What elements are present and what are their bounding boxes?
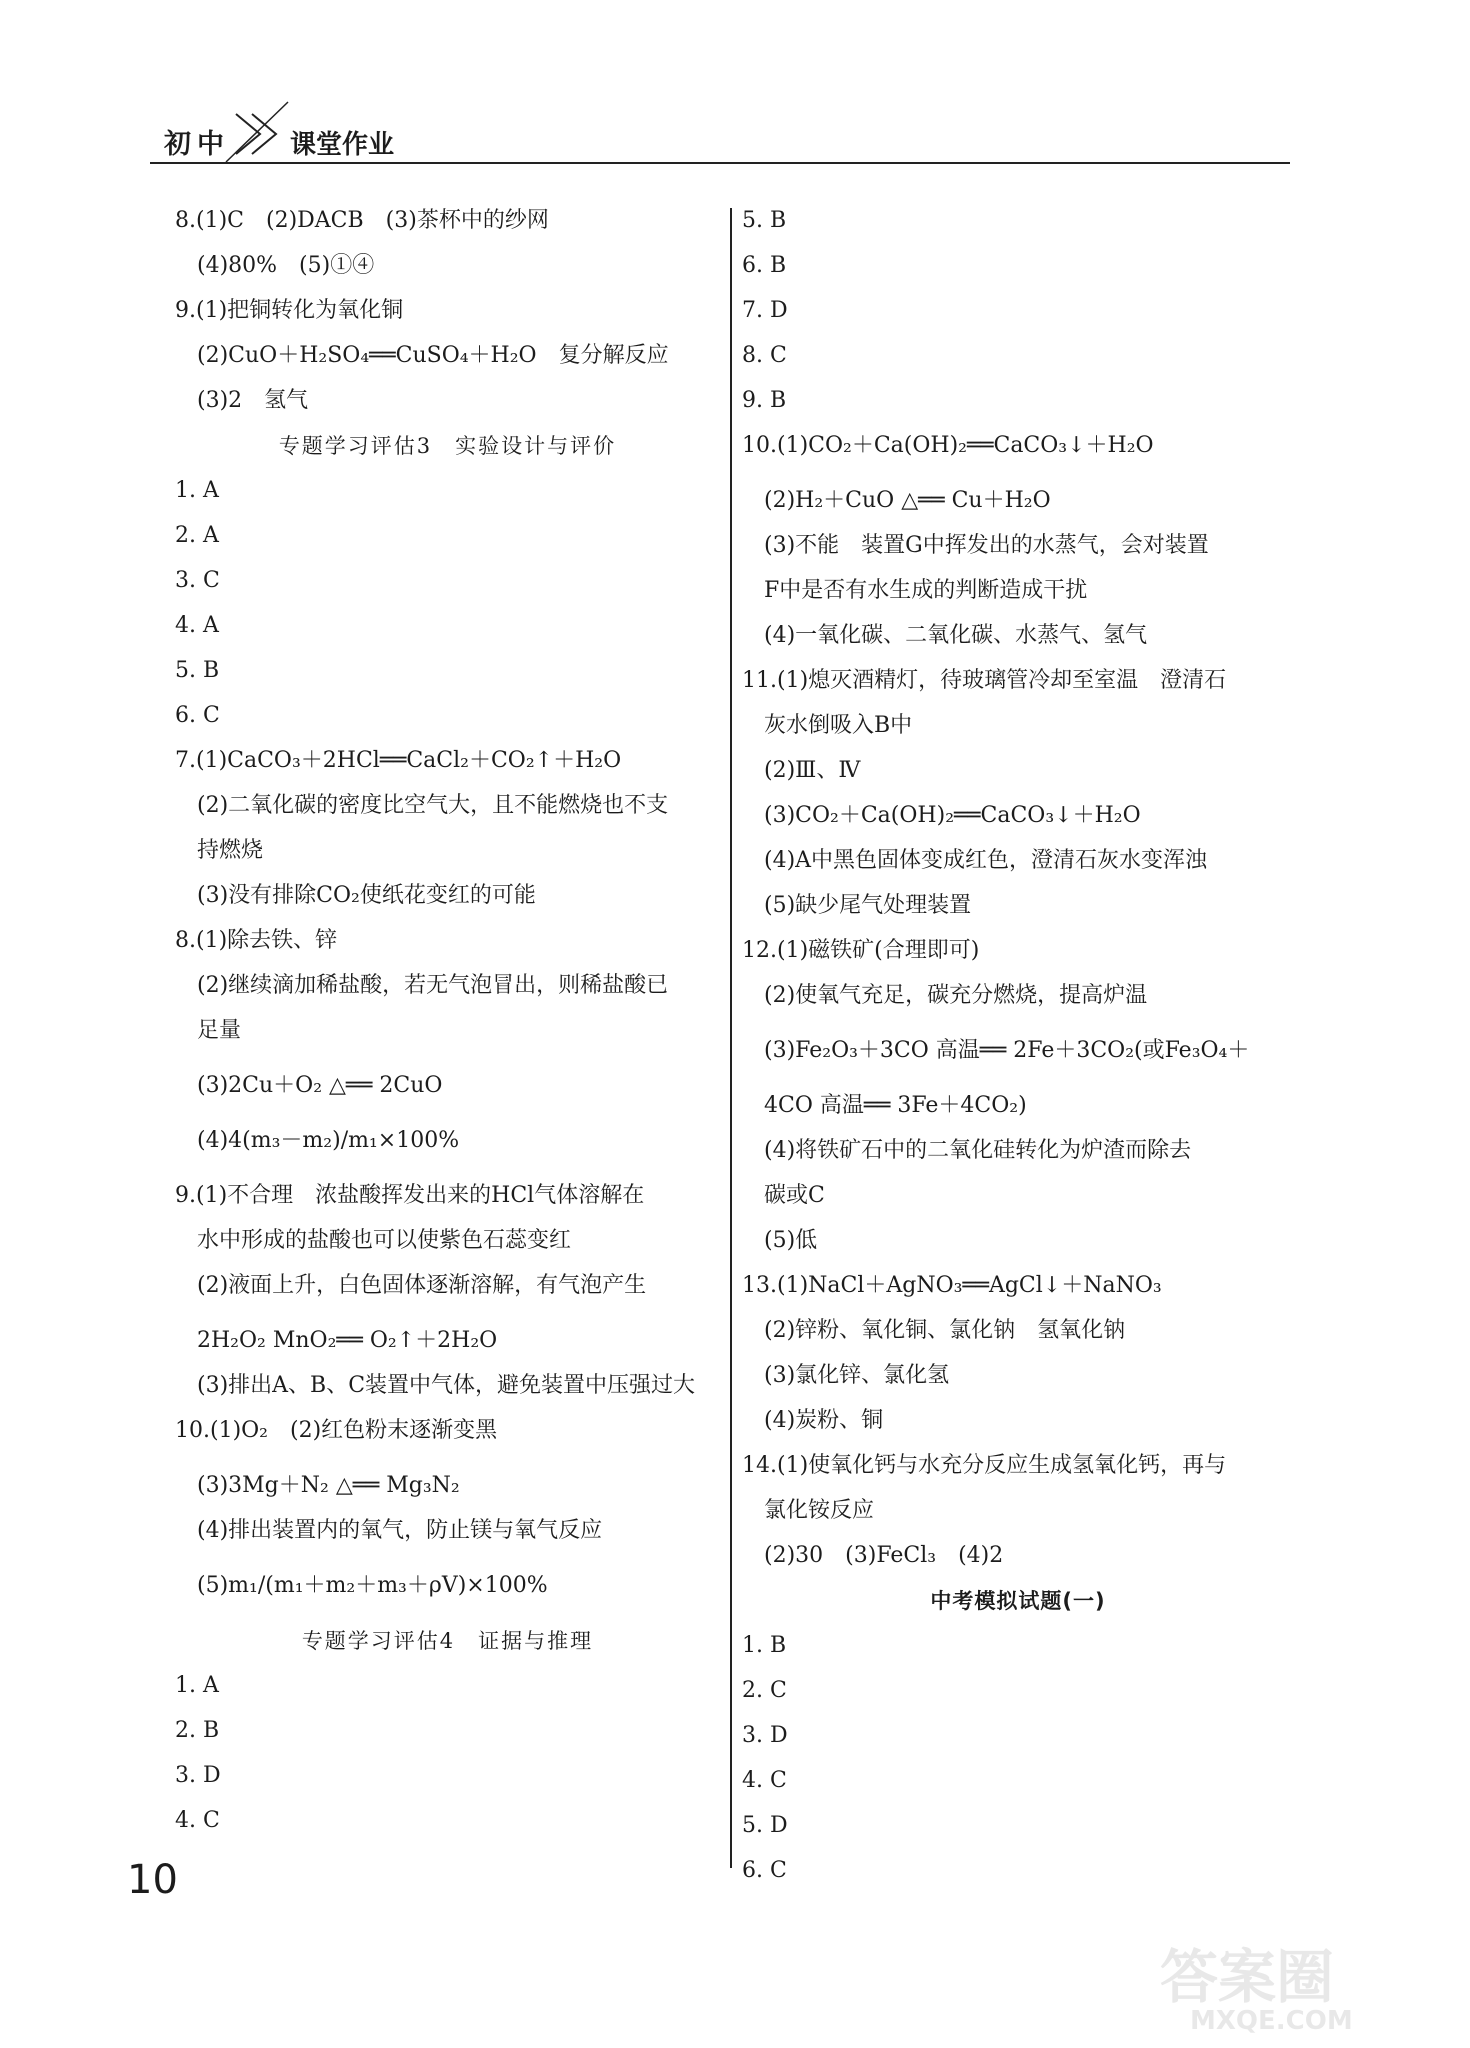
answer-line: 碳或C bbox=[764, 1183, 825, 1208]
answer-line: 足量 bbox=[197, 1018, 242, 1043]
answer-line: (3)2Cu＋O₂ △══ 2CuO bbox=[197, 1073, 443, 1098]
answer-line: 4. C bbox=[742, 1768, 787, 1793]
answer-line: (2)液面上升，白色固体逐渐溶解，有气泡产生 bbox=[197, 1273, 647, 1298]
answer-line: 2. C bbox=[742, 1678, 787, 1703]
answer-line: 6. C bbox=[742, 1858, 787, 1883]
answer-line: (5)缺少尾气处理装置 bbox=[764, 893, 972, 918]
answer-line: (2)CuO＋H₂SO₄══CuSO₄＋H₂O 复分解反应 bbox=[197, 343, 669, 368]
answer-line: (2)使氧气充足，碳充分燃烧，提高炉温 bbox=[764, 983, 1148, 1008]
page-header bbox=[150, 118, 1290, 166]
header-level: 初中 bbox=[164, 129, 230, 160]
answer-line: 11.(1)熄灭酒精灯，待玻璃管冷却至室温 澄清石 bbox=[742, 668, 1227, 693]
answer-line: 4. C bbox=[175, 1808, 220, 1833]
answer-line: (4)炭粉、铜 bbox=[764, 1408, 884, 1433]
header-title: 课堂作业 bbox=[290, 130, 395, 160]
answer-line: 2. A bbox=[175, 523, 219, 548]
answer-line: 12.(1)磁铁矿(合理即可) bbox=[742, 938, 980, 963]
answer-line: (3)不能 装置G中挥发出的水蒸气，会对装置 bbox=[764, 533, 1209, 558]
answer-line: 2H₂O₂ MnO₂══ O₂↑＋2H₂O bbox=[197, 1328, 498, 1353]
answer-line: (3)没有排除CO₂使纸花变红的可能 bbox=[197, 883, 536, 908]
section-heading: 中考模拟试题(一) bbox=[930, 1589, 1106, 1613]
answer-line: 灰水倒吸入B中 bbox=[764, 713, 913, 738]
answer-line: (2)H₂＋CuO △══ Cu＋H₂O bbox=[764, 488, 1051, 513]
left-answer-column bbox=[175, 206, 720, 1836]
answer-line: 3. C bbox=[175, 568, 220, 593]
answer-line: 6. B bbox=[742, 253, 787, 278]
answer-line: 5. B bbox=[742, 208, 787, 233]
answer-line: 13.(1)NaCl＋AgNO₃══AgCl↓＋NaNO₃ bbox=[742, 1273, 1162, 1298]
section-heading: 专题学习评估4 证据与推理 bbox=[301, 1629, 594, 1653]
answer-line: 7. D bbox=[742, 298, 788, 323]
answer-line: (2)二氧化碳的密度比空气大，且不能燃烧也不支 bbox=[197, 793, 669, 818]
answer-line: 10.(1)CO₂＋Ca(OH)₂══CaCO₃↓＋H₂O bbox=[742, 433, 1154, 458]
svg-text:MXQE.COM: MXQE.COM bbox=[1190, 2006, 1353, 2035]
answer-line: 9. B bbox=[742, 388, 787, 413]
answer-line: 8. C bbox=[742, 343, 787, 368]
answer-line: (3)3Mg＋N₂ △══ Mg₃N₂ bbox=[197, 1473, 460, 1498]
answer-line: 3. D bbox=[175, 1763, 221, 1788]
chevron-right-icon bbox=[222, 96, 292, 166]
answer-line: (5)低 bbox=[764, 1228, 818, 1253]
answer-line: (3)排出A、B、C装置中气体，避免装置中压强过大 bbox=[197, 1373, 696, 1398]
answer-line: (3)CO₂＋Ca(OH)₂══CaCO₃↓＋H₂O bbox=[764, 803, 1141, 828]
answer-line: (5)m₁/(m₁＋m₂＋m₃＋ρV)×100% bbox=[197, 1573, 548, 1598]
answer-line: 2. B bbox=[175, 1718, 220, 1743]
answer-line: (4)一氧化碳、二氧化碳、水蒸气、氢气 bbox=[764, 623, 1148, 648]
answer-line: 3. D bbox=[742, 1723, 788, 1748]
page-number: 10 bbox=[127, 1857, 178, 1903]
answer-line: (2)Ⅲ、Ⅳ bbox=[764, 758, 861, 783]
section-heading: 专题学习评估3 实验设计与评价 bbox=[278, 434, 617, 458]
answer-line: (4)将铁矿石中的二氧化硅转化为炉渣而除去 bbox=[764, 1138, 1192, 1163]
answer-line: 1. A bbox=[175, 478, 219, 503]
answer-line: (3)2 氢气 bbox=[197, 388, 309, 413]
answer-line: 氯化铵反应 bbox=[764, 1498, 875, 1523]
answer-line: 10.(1)O₂ (2)红色粉末逐渐变黑 bbox=[175, 1418, 498, 1443]
answer-line: 4. A bbox=[175, 613, 219, 638]
answer-line: 5. B bbox=[175, 658, 220, 683]
answer-line: 8.(1)除去铁、锌 bbox=[175, 928, 338, 953]
right-answer-column bbox=[742, 206, 1294, 1886]
answer-line: 8.(1)C (2)DACB (3)茶杯中的纱网 bbox=[175, 208, 549, 233]
answer-line: 水中形成的盐酸也可以使紫色石蕊变红 bbox=[197, 1228, 572, 1253]
column-divider bbox=[730, 208, 732, 1868]
answer-line: (4)80% (5)①④ bbox=[197, 253, 375, 278]
watermark-logo bbox=[1150, 1935, 1460, 2035]
header-rule bbox=[150, 162, 1290, 164]
answer-line: 6. C bbox=[175, 703, 220, 728]
svg-text:答案圈: 答案圈 bbox=[1160, 1943, 1335, 2011]
answer-line: (2)30 (3)FeCl₃ (4)2 bbox=[764, 1543, 1004, 1568]
answer-line: 5. D bbox=[742, 1813, 788, 1838]
answer-line: (4)4(m₃－m₂)/m₁×100% bbox=[197, 1128, 460, 1153]
answer-line: 持燃烧 bbox=[197, 838, 264, 863]
answer-line: (4)A中黑色固体变成红色，澄清石灰水变浑浊 bbox=[764, 848, 1208, 873]
answer-line: F中是否有水生成的判断造成干扰 bbox=[764, 578, 1088, 603]
answer-line: (2)锌粉、氧化铜、氯化钠 氢氧化钠 bbox=[764, 1318, 1126, 1343]
answer-line: 4CO 高温══ 3Fe＋4CO₂) bbox=[764, 1093, 1027, 1118]
answer-line: 14.(1)使氧化钙与水充分反应生成氢氧化钙，再与 bbox=[742, 1453, 1227, 1478]
answer-line: (3)Fe₂O₃＋3CO 高温══ 2Fe＋3CO₂(或Fe₃O₄＋ bbox=[764, 1038, 1250, 1063]
answer-line: (4)排出装置内的氧气，防止镁与氧气反应 bbox=[197, 1518, 603, 1543]
answer-line: (3)氯化锌、氯化氢 bbox=[764, 1363, 950, 1388]
answer-line: 7.(1)CaCO₃＋2HCl══CaCl₂＋CO₂↑＋H₂O bbox=[175, 748, 622, 773]
answer-line: (2)继续滴加稀盐酸，若无气泡冒出，则稀盐酸已 bbox=[197, 973, 669, 998]
answer-line: 9.(1)不合理 浓盐酸挥发出来的HCl气体溶解在 bbox=[175, 1183, 645, 1208]
answer-line: 1. B bbox=[742, 1633, 787, 1658]
answer-line: 9.(1)把铜转化为氧化铜 bbox=[175, 298, 404, 323]
answer-line: 1. A bbox=[175, 1673, 219, 1698]
